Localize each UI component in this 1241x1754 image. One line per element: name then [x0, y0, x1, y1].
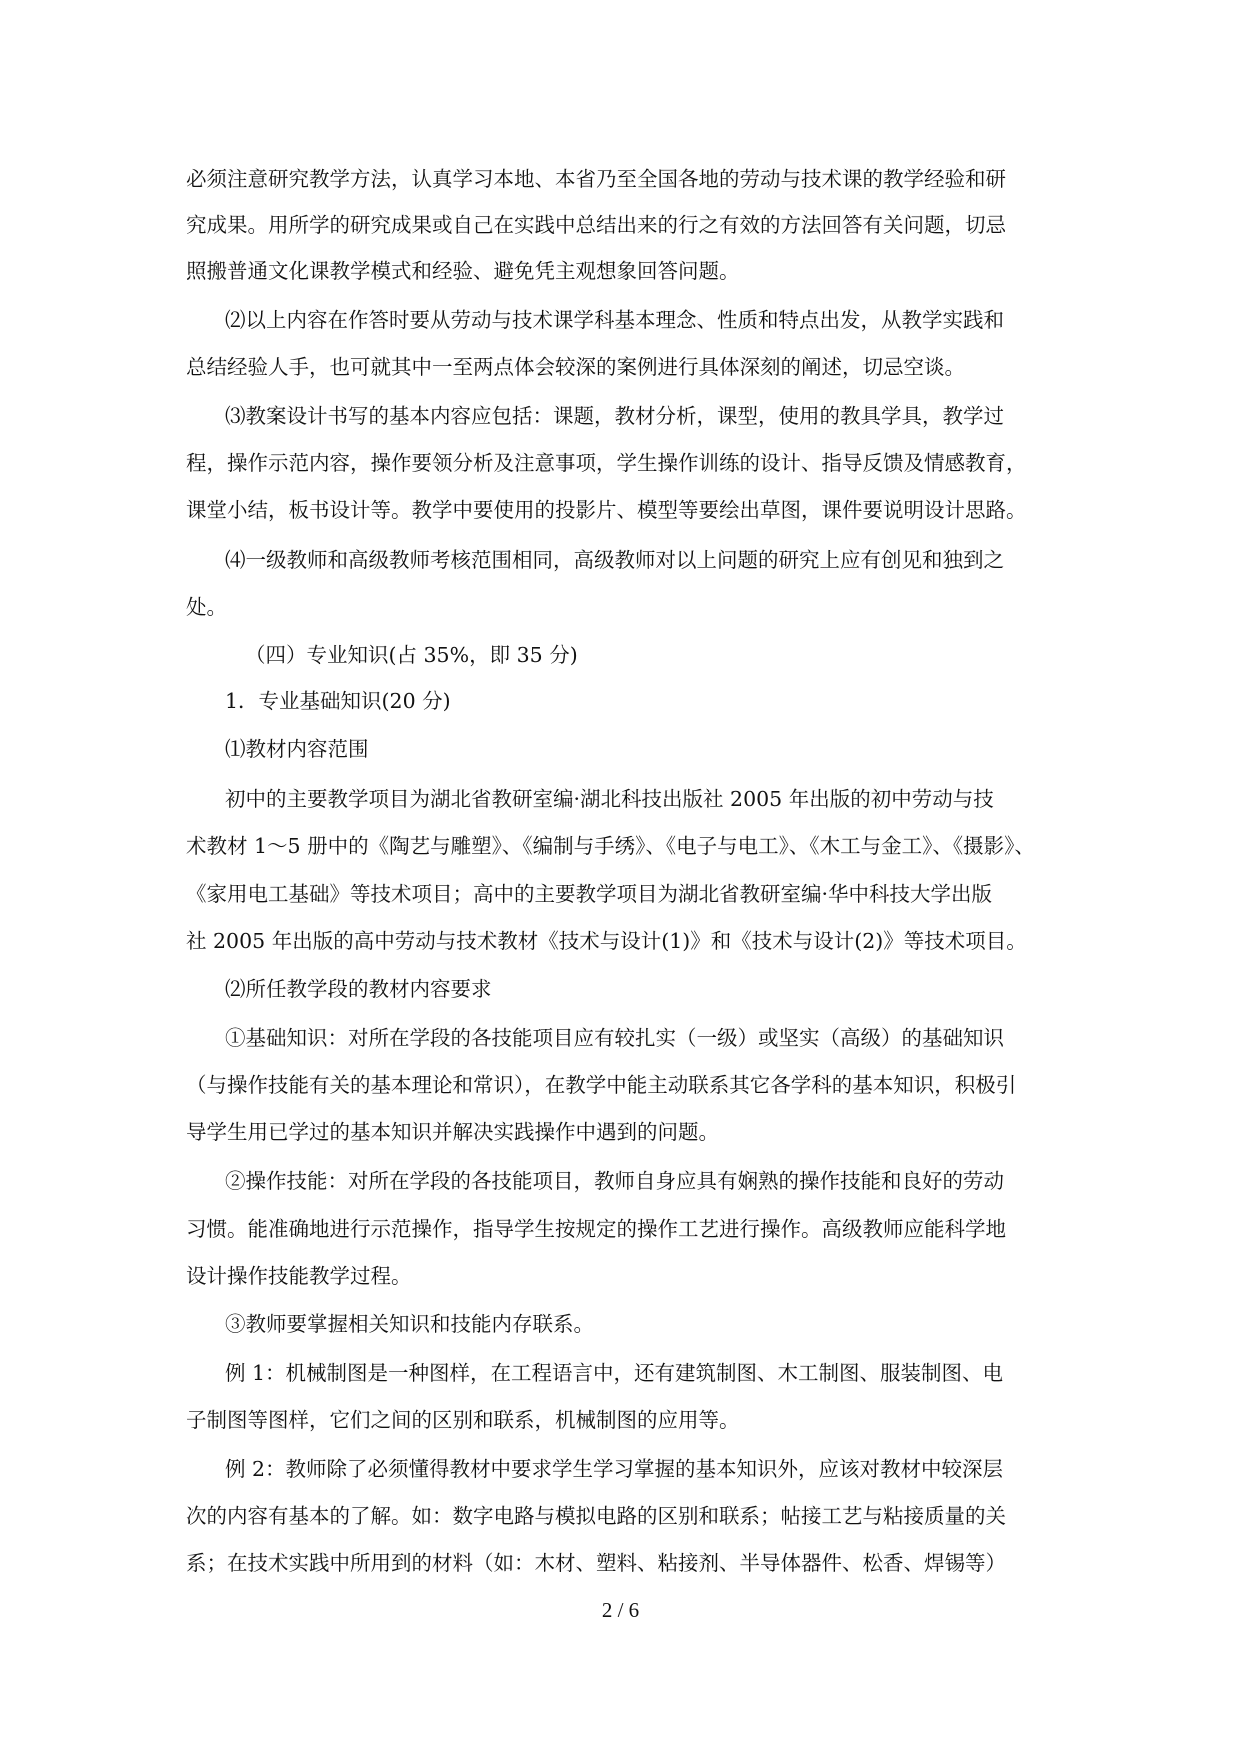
- text-line: ②操作技能：对所在学段的各技能项目，教师自身应具有娴熟的操作技能和良好的劳动: [225, 1169, 1004, 1193]
- text-line: ③教师要掌握相关知识和技能内存联系。: [225, 1312, 594, 1336]
- text-line: 导学生用已学过的基本知识并解决实践操作中遇到的问题。: [186, 1120, 719, 1144]
- text-line: ⑷一级教师和高级教师考核范围相同，高级教师对以上问题的研究上应有创见和独到之: [225, 548, 1004, 572]
- text-line: 究成果。用所学的研究成果或自己在实践中总结出来的行之有效的方法回答有关问题，切忌: [186, 213, 1006, 237]
- text-line: 《家用电工基础》等技术项目；高中的主要教学项目为湖北省教研室编·华中科技大学出版: [186, 882, 993, 906]
- text-line: 系；在技术实践中所用到的材料（如：木材、塑料、粘接剂、半导体器件、松香、焊锡等）: [186, 1551, 1006, 1575]
- text-line: 初中的主要教学项目为湖北省教研室编·湖北科技出版社 2005 年出版的初中劳动与技: [225, 787, 994, 811]
- text-line: 社 2005 年出版的高中劳动与技术教材《技术与设计(1)》和《技术与设计(2)》等技术项目。: [186, 929, 1027, 953]
- text-line: 术教材 1～5 册中的《陶艺与雕塑》、《编制与手绣》、《电子与电工》、《木工与金工》、《摄影》、: [186, 834, 1035, 858]
- text-line: ⑶教案设计书写的基本内容应包括：课题，教材分析，课型，使用的教具学具，教学过: [225, 404, 1004, 428]
- text-line: 例 2：教师除了必须懂得教材中要求学生学习掌握的基本知识外，应该对教材中较深层: [225, 1457, 1004, 1481]
- section-heading: （四）专业知识(占 35%，即 35 分): [245, 643, 578, 667]
- text-line: 课堂小结，板书设计等。教学中要使用的投影片、模型等要绘出草图，课件要说明设计思路。: [186, 498, 1027, 522]
- text-line: 程，操作示范内容，操作要领分析及注意事项，学生操作训练的设计、指导反馈及情感教育，: [186, 451, 1027, 475]
- text-line: ⑵所任教学段的教材内容要求: [225, 977, 492, 1001]
- text-line: ⑴教材内容范围: [225, 737, 369, 761]
- text-line: 次的内容有基本的了解。如：数字电路与模拟电路的区别和联系；帖接工艺与粘接质量的关: [186, 1504, 1006, 1528]
- text-line: ①基础知识：对所在学段的各技能项目应有较扎实（一级）或坚实（高级）的基础知识: [225, 1026, 1004, 1050]
- text-line: 习惯。能准确地进行示范操作，指导学生按规定的操作工艺进行操作。高级教师应能科学地: [186, 1217, 1006, 1241]
- text-line: 处。: [186, 595, 227, 619]
- subsection-heading: 1．专业基础知识(20 分): [225, 689, 451, 713]
- text-line: 子制图等图样，它们之间的区别和联系，机械制图的应用等。: [186, 1408, 740, 1432]
- text-line: 总结经验人手，也可就其中一至两点体会较深的案例进行具体深刻的阐述，切忌空谈。: [186, 355, 965, 379]
- text-line: （与操作技能有关的基本理论和常识），在教学中能主动联系其它各学科的基本知识，积极引: [186, 1073, 1017, 1097]
- text-line: 设计操作技能教学过程。: [186, 1264, 412, 1288]
- text-line: 例 1：机械制图是一种图样，在工程语言中，还有建筑制图、木工制图、服装制图、电: [225, 1361, 1004, 1385]
- text-line: ⑵以上内容在作答时要从劳动与技术课学科基本理念、性质和特点出发，从教学实践和: [225, 308, 1004, 332]
- text-line: 照搬普通文化课教学模式和经验、避免凭主观想象回答问题。: [186, 259, 740, 283]
- text-line: 必须注意研究教学方法，认真学习本地、本省乃至全国各地的劳动与技术课的教学经验和研: [186, 167, 1006, 191]
- page-number: 2 / 6: [601, 1598, 640, 1622]
